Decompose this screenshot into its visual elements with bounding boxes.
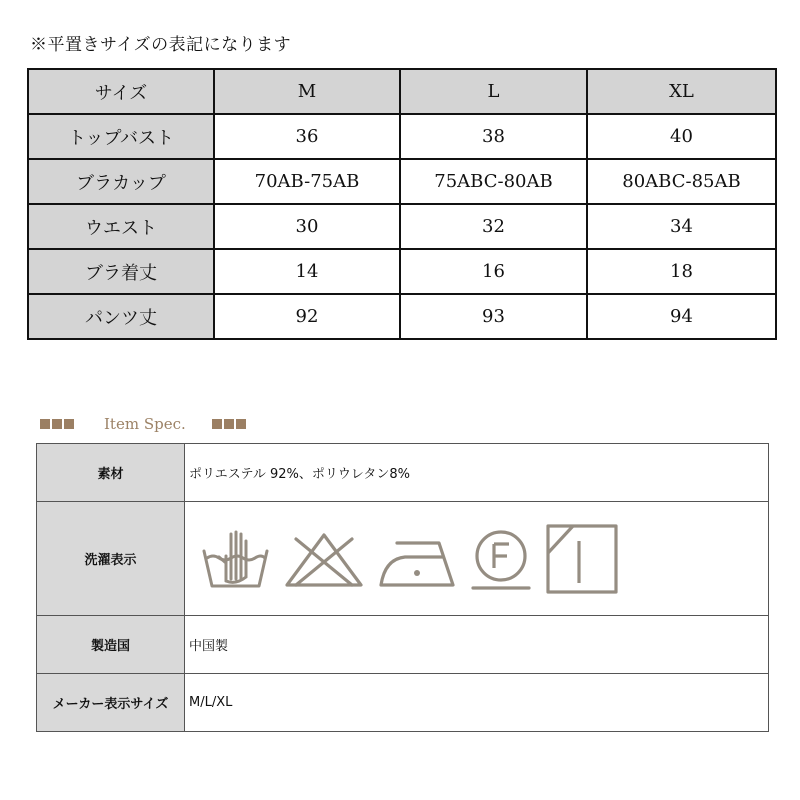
cell-l: 32 (400, 204, 587, 249)
cell-m: 14 (214, 249, 400, 294)
cell-l: 93 (400, 294, 587, 339)
row-label: パンツ丈 (28, 294, 214, 339)
spec-label: 製造国 (37, 616, 185, 674)
spec-row-origin (37, 616, 769, 674)
size-row-top-bust (28, 114, 776, 159)
spec-value: ポリエステル 92%、ポリウレタン8% (185, 444, 769, 502)
size-header-l: L (400, 69, 587, 114)
spec-label: メーカー表示サイズ (37, 674, 185, 732)
size-header-label: サイズ (28, 69, 214, 114)
item-spec-title: Item Spec. (104, 415, 186, 433)
spec-value: 中国製 (185, 616, 769, 674)
size-header-m: M (214, 69, 400, 114)
hand-wash-icon (201, 529, 271, 589)
spec-label: 素材 (37, 444, 185, 502)
cell-l: 38 (400, 114, 587, 159)
low-iron-icon (377, 529, 457, 589)
square-icon (212, 419, 222, 429)
cell-l: 16 (400, 249, 587, 294)
spec-row-material (37, 444, 769, 502)
cell-xl: 18 (587, 249, 776, 294)
square-icon (40, 419, 50, 429)
item-spec-heading (40, 413, 248, 435)
spec-value: M/L/XL (185, 674, 769, 732)
size-header-row (28, 69, 776, 114)
no-bleach-icon (283, 529, 365, 589)
square-icon (64, 419, 74, 429)
row-label: ブラカップ (28, 159, 214, 204)
care-icons (185, 523, 768, 595)
spec-row-care (37, 502, 769, 616)
cell-m: 92 (214, 294, 400, 339)
cell-m: 36 (214, 114, 400, 159)
size-table (27, 68, 777, 340)
size-row-waist (28, 204, 776, 249)
size-row-pants-length (28, 294, 776, 339)
square-icon (224, 419, 234, 429)
row-label: ウエスト (28, 204, 214, 249)
square-icon (236, 419, 246, 429)
cell-xl: 40 (587, 114, 776, 159)
spec-row-maker-size (37, 674, 769, 732)
square-icon (52, 419, 62, 429)
size-row-bra-length (28, 249, 776, 294)
cell-m: 70AB-75AB (214, 159, 400, 204)
size-header-xl: XL (587, 69, 776, 114)
care-icons-cell (185, 502, 769, 616)
size-note: ※平置きサイズの表記になります (30, 35, 292, 55)
item-spec-table (36, 443, 769, 732)
row-label: ブラ着丈 (28, 249, 214, 294)
cell-xl: 34 (587, 204, 776, 249)
spec-label: 洗濯表示 (37, 502, 185, 616)
cell-xl: 80ABC-85AB (587, 159, 776, 204)
flat-dry-shade-icon (545, 523, 619, 595)
dry-clean-f-icon (469, 526, 533, 592)
cell-l: 75ABC-80AB (400, 159, 587, 204)
size-row-bra-cup (28, 159, 776, 204)
row-label: トップバスト (28, 114, 214, 159)
cell-m: 30 (214, 204, 400, 249)
cell-xl: 94 (587, 294, 776, 339)
